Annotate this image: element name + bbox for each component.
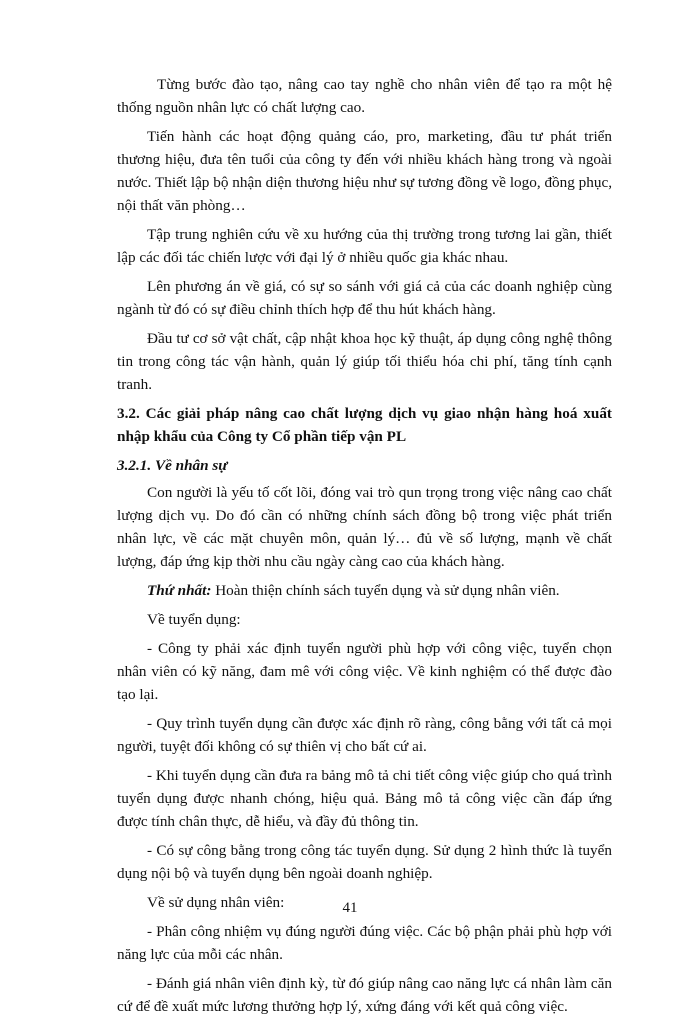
paragraph: Từng bước đào tạo, nâng cao tay nghề cho nhân viên để tạo ra một hệ thống nguồn nhân lực có chất lượng cao. bbox=[117, 76, 612, 116]
first-point-lead: Thứ nhất: bbox=[147, 582, 212, 599]
first-point-paragraph bbox=[117, 579, 612, 602]
paragraph: Tập trung nghiên cứu về xu hướng của thị trường trong tương lai gần, thiết lập các đối tác chiến lược với đại lý ở nhiều quốc gia khác nhau. bbox=[117, 226, 612, 266]
section-heading: 3.2. Các giải pháp nâng cao chất lượng dịch vụ giao nhận hàng hoá xuất nhập khẩu của Công ty Cổ phần tiếp vận PL bbox=[117, 405, 612, 445]
paragraph: Tiến hành các hoạt động quảng cáo, pro, marketing, đầu tư phát triển thương hiệu, đưa tên tuổi của công ty đến với nhiều khách hàng trong và ngoài nước. Thiết lập bộ nhận diện thương hiệu như sự tương đồng về logo, đồng phục, nội thất văn phòng… bbox=[117, 128, 612, 214]
recruitment-item: - Khi tuyển dụng cần đưa ra bảng mô tả chi tiết công việc giúp cho quá trình tuyển dụng được nhanh chóng, hiệu quả. Bảng mô tả công việc cần đáp ứng được tính chân thực, dễ hiểu, và đầy đủ thông tin. bbox=[117, 767, 612, 830]
paragraph: Con người là yếu tố cốt lõi, đóng vai trò qun trọng trong việc nâng cao chất lượng dịch vụ. Do đó cần có những chính sách đồng bộ trong việc phát triển nhân lực, về các mặt chuyên môn, quản lý… đủ về số lượng, mạnh về chất lượng, đáp ứng kịp thời nhu cầu ngày càng cao của khách hàng. bbox=[117, 484, 612, 570]
usage-item: - Phân công nhiệm vụ đúng người đúng việc. Các bộ phận phải phù hợp với năng lực của mỗi các nhân. bbox=[117, 923, 612, 963]
usage-heading: Về sử dụng nhân viên: bbox=[147, 894, 285, 911]
recruitment-item: - Công ty phải xác định tuyển người phù hợp với công việc, tuyển chọn nhân viên có kỹ năng, đam mê với công việc. Về kinh nghiệm có thể được đào tạo lại. bbox=[117, 640, 612, 703]
usage-item: - Đánh giá nhân viên định kỳ, từ đó giúp nâng cao năng lực cá nhân làm căn cứ để đề xuất mức lương thưởng hợp lý, xứng đáng với kết quả công việc. bbox=[117, 975, 612, 1015]
paragraph: Đầu tư cơ sở vật chất, cập nhật khoa học kỹ thuật, áp dụng công nghệ thông tin trong công tác vận hành, quản lý giúp tối thiểu hóa chi phí, tăng tính cạnh tranh. bbox=[117, 330, 612, 393]
recruitment-item: - Có sự công bằng trong công tác tuyển dụng. Sử dụng 2 hình thức là tuyển dụng nội bộ và tuyển dụng bên ngoài doanh nghiệp. bbox=[117, 842, 612, 882]
recruitment-item: - Quy trình tuyển dụng cần được xác định rõ ràng, công bằng với tất cả mọi người, tuyệt đối không có sự thiên vị cho bất cứ ai. bbox=[117, 715, 612, 755]
page-number: 41 bbox=[342, 900, 358, 916]
first-point-text: Hoàn thiện chính sách tuyển dụng và sử dụng nhân viên. bbox=[211, 582, 560, 599]
recruitment-heading: Về tuyển dụng: bbox=[147, 611, 241, 628]
paragraph: Lên phương án về giá, có sự so sánh với giá cả của các doanh nghiệp cùng ngành từ đó có sự điều chỉnh thích hợp để thu hút khách hàng. bbox=[117, 278, 612, 318]
subsection-heading: 3.2.1. Về nhân sự bbox=[117, 457, 228, 474]
